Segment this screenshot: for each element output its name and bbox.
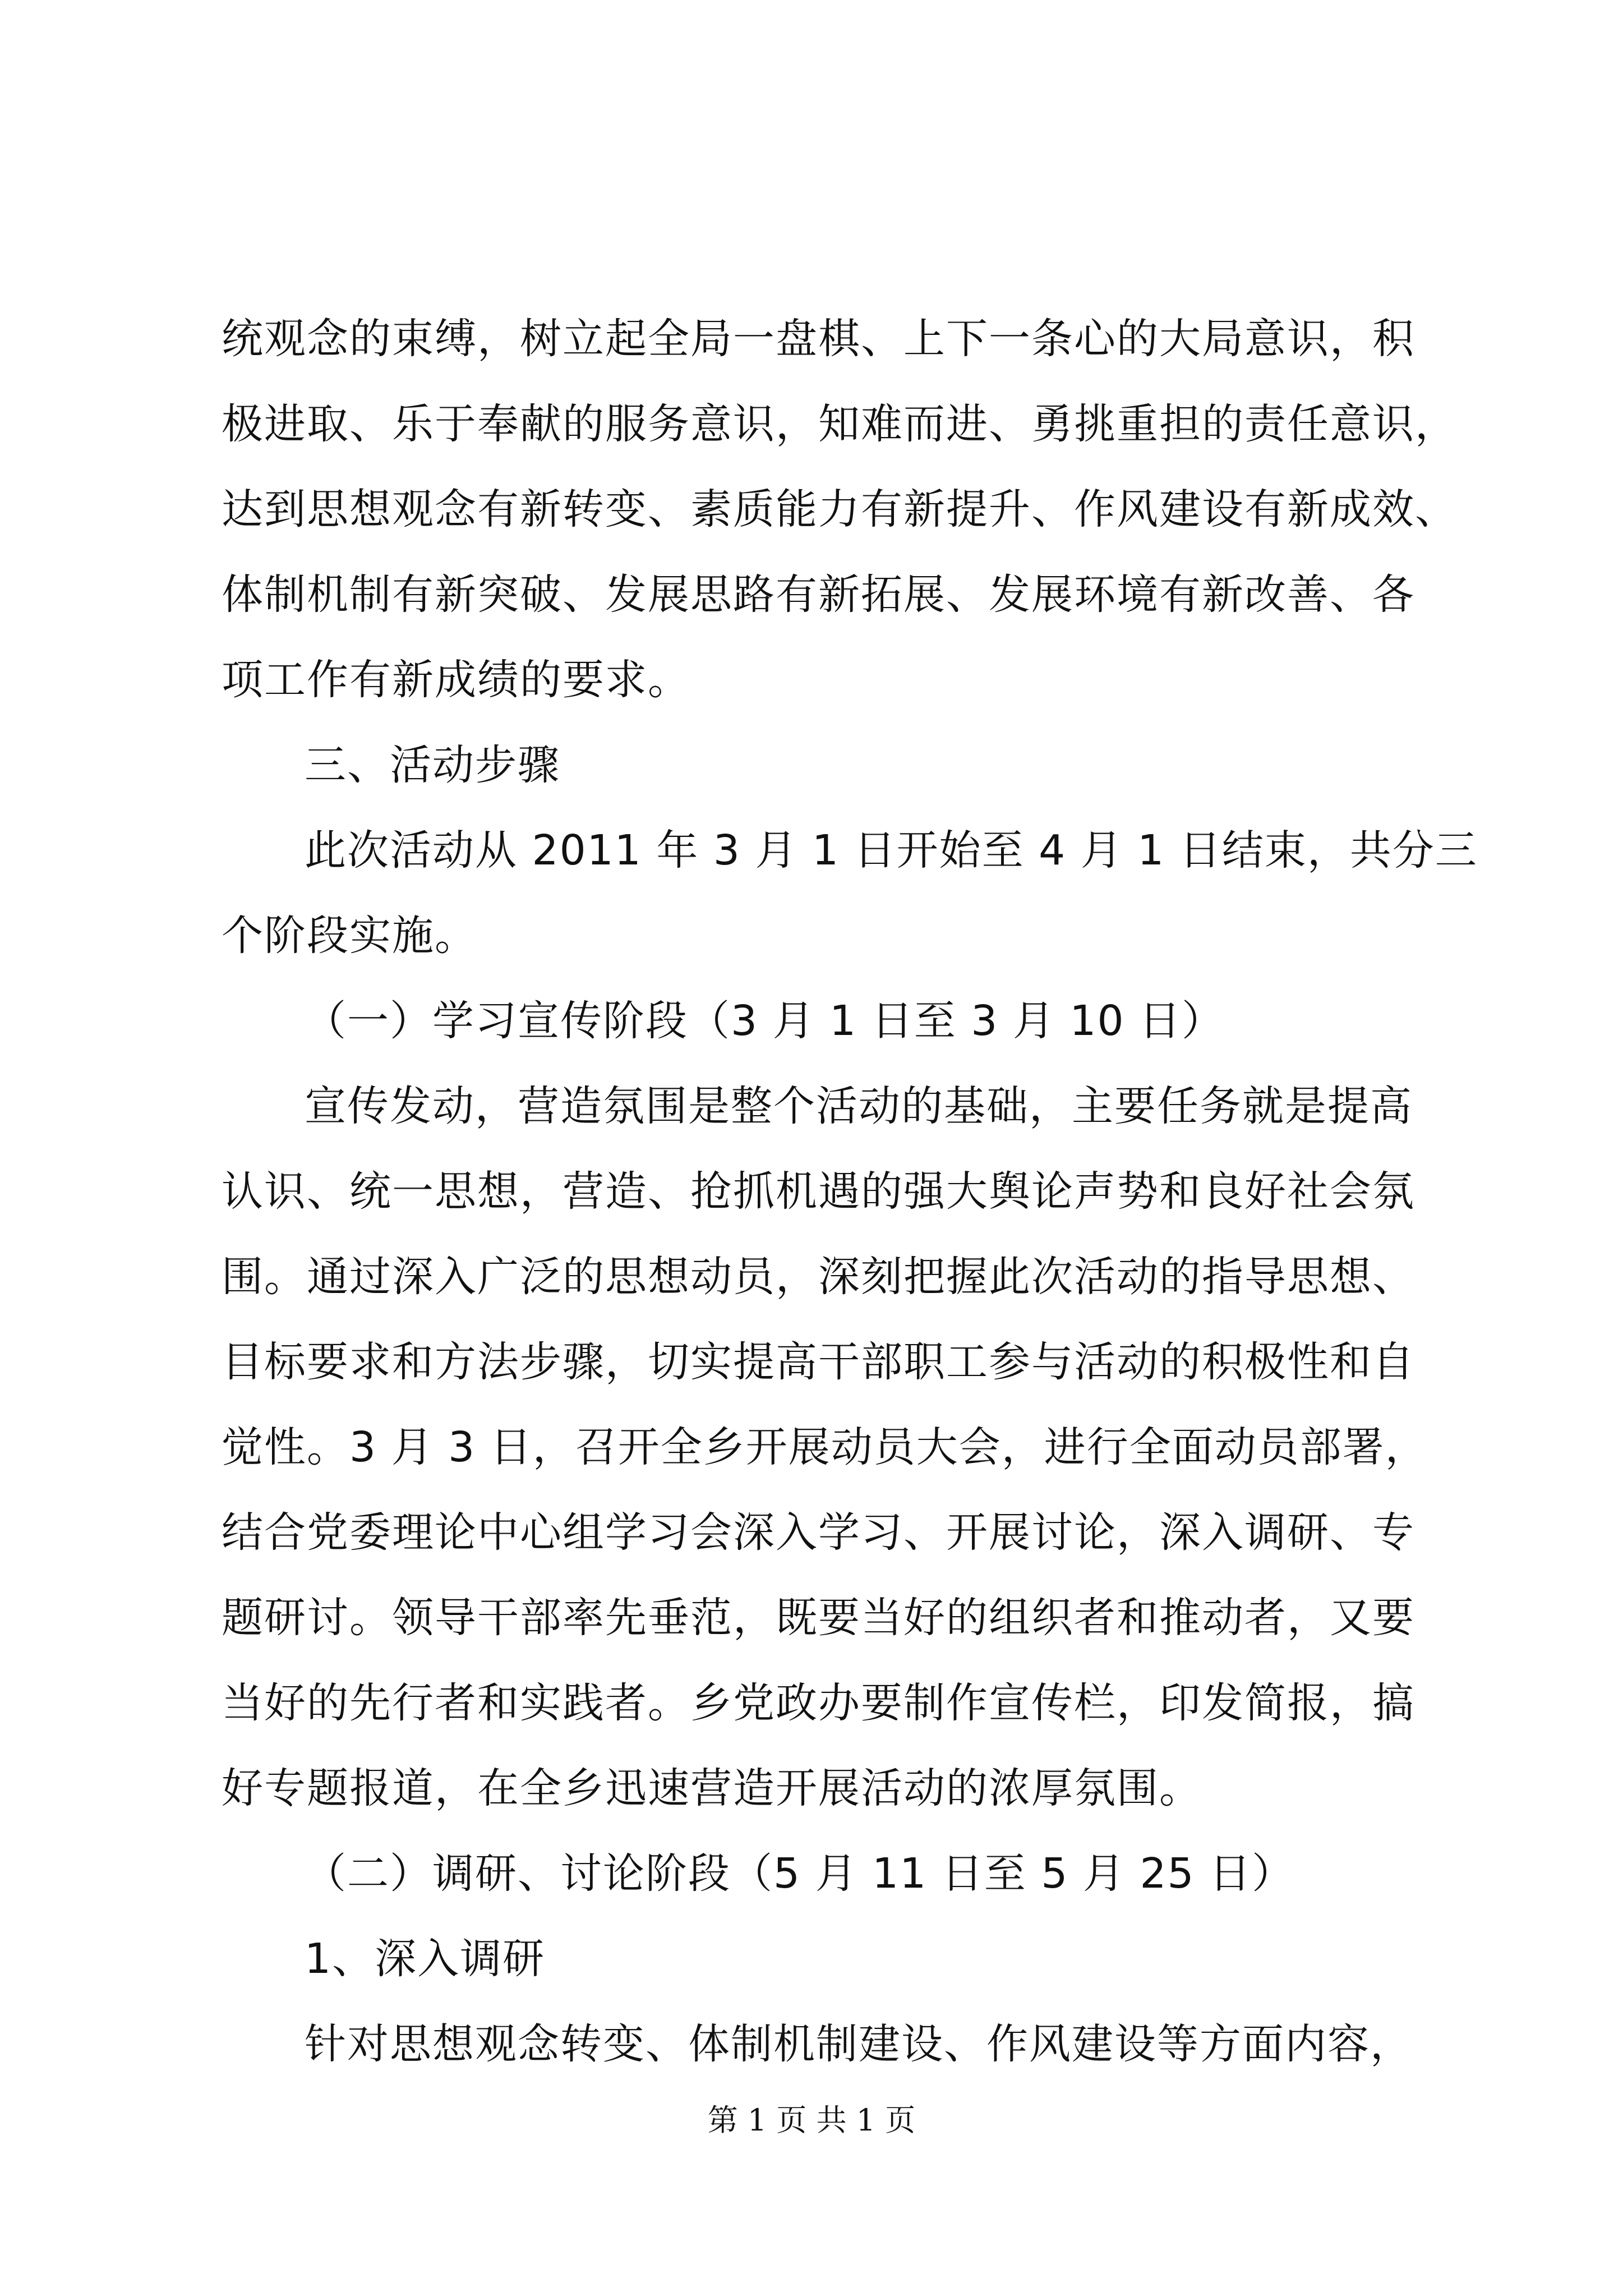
text-line: 项工作有新成绩的要求。 xyxy=(222,656,690,704)
page-footer: 第 1 页 共 1 页 xyxy=(707,2102,916,2138)
paragraph-start: 针对思想观念转变、体制机制建设、作风建设等方面内容， xyxy=(305,2020,1413,2068)
text-line: 题研讨。领导干部率先垂范，既要当好的组织者和推动者，又要 xyxy=(222,1594,1415,1642)
text-line: 统观念的束缚，树立起全局一盘棋、上下一条心的大局意识，积 xyxy=(222,315,1415,363)
text-line: 达到思想观念有新转变、素质能力有新提升、作风建设有新成效、 xyxy=(222,485,1458,533)
text-line: 当好的先行者和实践者。乡党政办要制作宣传栏，印发简报，搞 xyxy=(222,1679,1415,1727)
subsection-heading: （一）学习宣传阶段（3 月 1 日至 3 月 10 日） xyxy=(305,997,1225,1045)
text-line: 体制机制有新突破、发展思路有新拓展、发展环境有新改善、各 xyxy=(222,570,1415,619)
text-line: 认识、统一思想，营造、抢抓机遇的强大舆论声势和良好社会氛 xyxy=(222,1167,1415,1216)
paragraph-start: 宣传发动，营造氛围是整个活动的基础，主要任务就是提高 xyxy=(305,1082,1413,1130)
text-line: 极进取、乐于奉献的服务意识，知难而进、勇挑重担的责任意识， xyxy=(222,400,1458,448)
text-line: 觉性。3 月 3 日，召开全乡开展动员大会，进行全面动员部署， xyxy=(222,1423,1428,1471)
text-line: 个阶段实施。 xyxy=(222,912,477,960)
item-heading: 1、深入调研 xyxy=(305,1935,546,1983)
document-body xyxy=(222,296,1478,2087)
text-line: 围。通过深入广泛的思想动员，深刻把握此次活动的指导思想、 xyxy=(222,1253,1415,1301)
subsection-heading: （二）调研、讨论阶段（5 月 11 日至 5 月 25 日） xyxy=(305,1849,1295,1898)
text-line: 结合党委理论中心组学习会深入学习、开展讨论，深入调研、专 xyxy=(222,1508,1415,1557)
paragraph-start: 此次活动从 2011 年 3 月 1 日开始至 4 月 1 日结束，共分三 xyxy=(305,826,1478,875)
text-line: 目标要求和方法步骤，切实提高干部职工参与活动的积极性和自 xyxy=(222,1338,1415,1386)
text-line: 好专题报道，在全乡迅速营造开展活动的浓厚氛围。 xyxy=(222,1764,1202,1812)
section-heading: 三、活动步骤 xyxy=(305,741,560,789)
